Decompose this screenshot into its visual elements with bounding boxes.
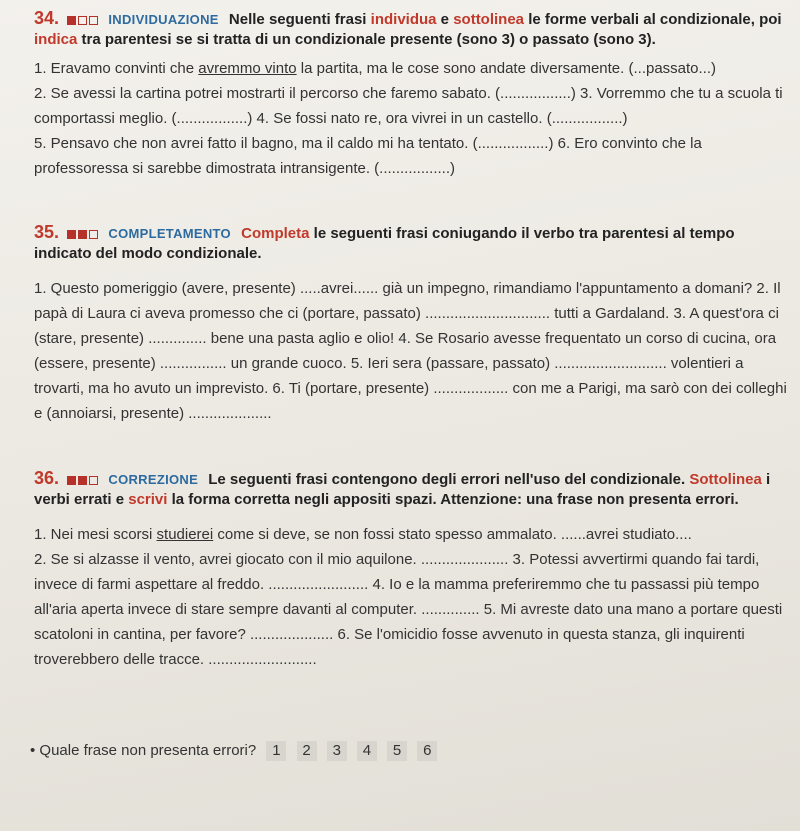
difficulty-square-icon [89,16,98,25]
paragraph: 2. Se si alzasse il vento, avrei giocato con il mio aquilone. ..................... 3. Potessi avvertirmi quando fai tardi, invece di farmi aspettare al freddo. ........................ 4. Io e la mamma preferiremmo che tu passassi più tempo all'aria aperta invece di stare sempre davanti al computer. .............. 5. Mi avreste dato una mano a portare questi scatoloni in cantina, per favore? .................... 6. Se l'omicidio fosse avvenuto in questa stanza, gli inquirenti troverebbero delle tracce. .......................... [34,551,783,668]
difficulty-square-icon [89,476,98,485]
exercise-34-text [34,56,792,181]
answer-option-4[interactable]: 4 [357,741,377,761]
exercise-type-tag: COMPLETAMENTO [108,226,231,241]
sentence: 2. Se avessi la cartina potrei mostrarti il percorso che faremo sabato. (.................) 3. Vorremmo che tu a scuola ti comportassi meglio. (.................) 4. Se fossi nato re, ora vivrei in un castello. (.................) [34,85,783,127]
answer-option-3[interactable]: 3 [327,741,347,761]
exercise-36-text [34,522,792,672]
difficulty-square-icon [67,16,76,25]
difficulty-square-icon [67,476,76,485]
sentence: 5. Pensavo che non avrei fatto il bagno, ma il caldo mi ha tentato. (.................) 6. Ero convinto che la professoressa si sarebbe dimostrata intransigente. (.................) [34,135,702,177]
paragraph: 1. Questo pomeriggio (avere, presente) .....avrei...... già un impegno, rimandiamo l'appuntamento a domani? 2. Il papà di Laura ci aveva promesso che ci (portare, passato) .............................. tutti a Gardaland. 3. A quest'ora ci (stare, presente) .............. bene una pasta aglio e olio! 4. Se Rosario avesse frequentato un corso di cucina, ora (essere, presente) ................ un grande cuoco. 5. Ieri sera (passare, passato) ........................... volentieri a trovarti, ma ho avuto un imprevisto. 6. Ti (portare, presente) .................. con me a Parigi, ma sarò con dei colleghi e (annoiarsi, presente) .................... [34,280,787,422]
question-label: • Quale frase non presenta errori? [30,742,257,759]
answer-option-5[interactable]: 5 [387,741,407,761]
answer-option-6[interactable]: 6 [417,741,437,761]
exercise-35 [34,222,792,426]
exercise-type-tag: INDIVIDUAZIONE [108,12,219,27]
exercise-34 [34,8,792,181]
exercise-number: 34. [34,8,60,28]
exercise-number: 36. [34,468,60,488]
exercise-34-instruction: 34. INDIVIDUAZIONE Nelle seguenti frasi individua e sottolinea le forme verbali al condizionale, poi indica tra parentesi se si tratta di un condizionale presente (sono 3) o passato (sono 3). [34,8,782,48]
exercise-number: 35. [34,222,60,242]
difficulty-square-icon [78,476,87,485]
difficulty-square-icon [67,230,76,239]
exercise-36 [34,468,792,672]
sentence: 1. Nei mesi scorsi studierei come si deve, se non fossi stato spesso ammalato. ......avrei studiato.... [34,526,692,543]
underlined-verb: avremmo vinto [198,60,297,77]
difficulty-square-icon [89,230,98,239]
question-row [30,741,437,761]
exercise-36-instruction: 36. CORREZIONE Le seguenti frasi contengono degli errori nell'uso del condizionale. Sottolinea i verbi errati e scrivi la forma corretta negli appositi spazi. Attenzione: una frase non presenta errori. [34,468,771,508]
difficulty-square-icon [78,16,87,25]
exercise-35-text [34,276,792,426]
difficulty-square-icon [78,230,87,239]
answer-option-1[interactable]: 1 [266,741,286,761]
exercise-type-tag: CORREZIONE [108,472,199,487]
exercise-35-instruction: 35. COMPLETAMENTO Completa le seguenti frasi coniugando il verbo tra parentesi al tempo indicato del modo condizionale. [34,222,735,262]
underlined-verb: studierei [156,526,214,543]
sentence: 1. Eravamo convinti che avremmo vinto la partita, ma le cose sono andate diversamente. (...passato...) [34,60,717,77]
answer-option-2[interactable]: 2 [297,741,317,761]
